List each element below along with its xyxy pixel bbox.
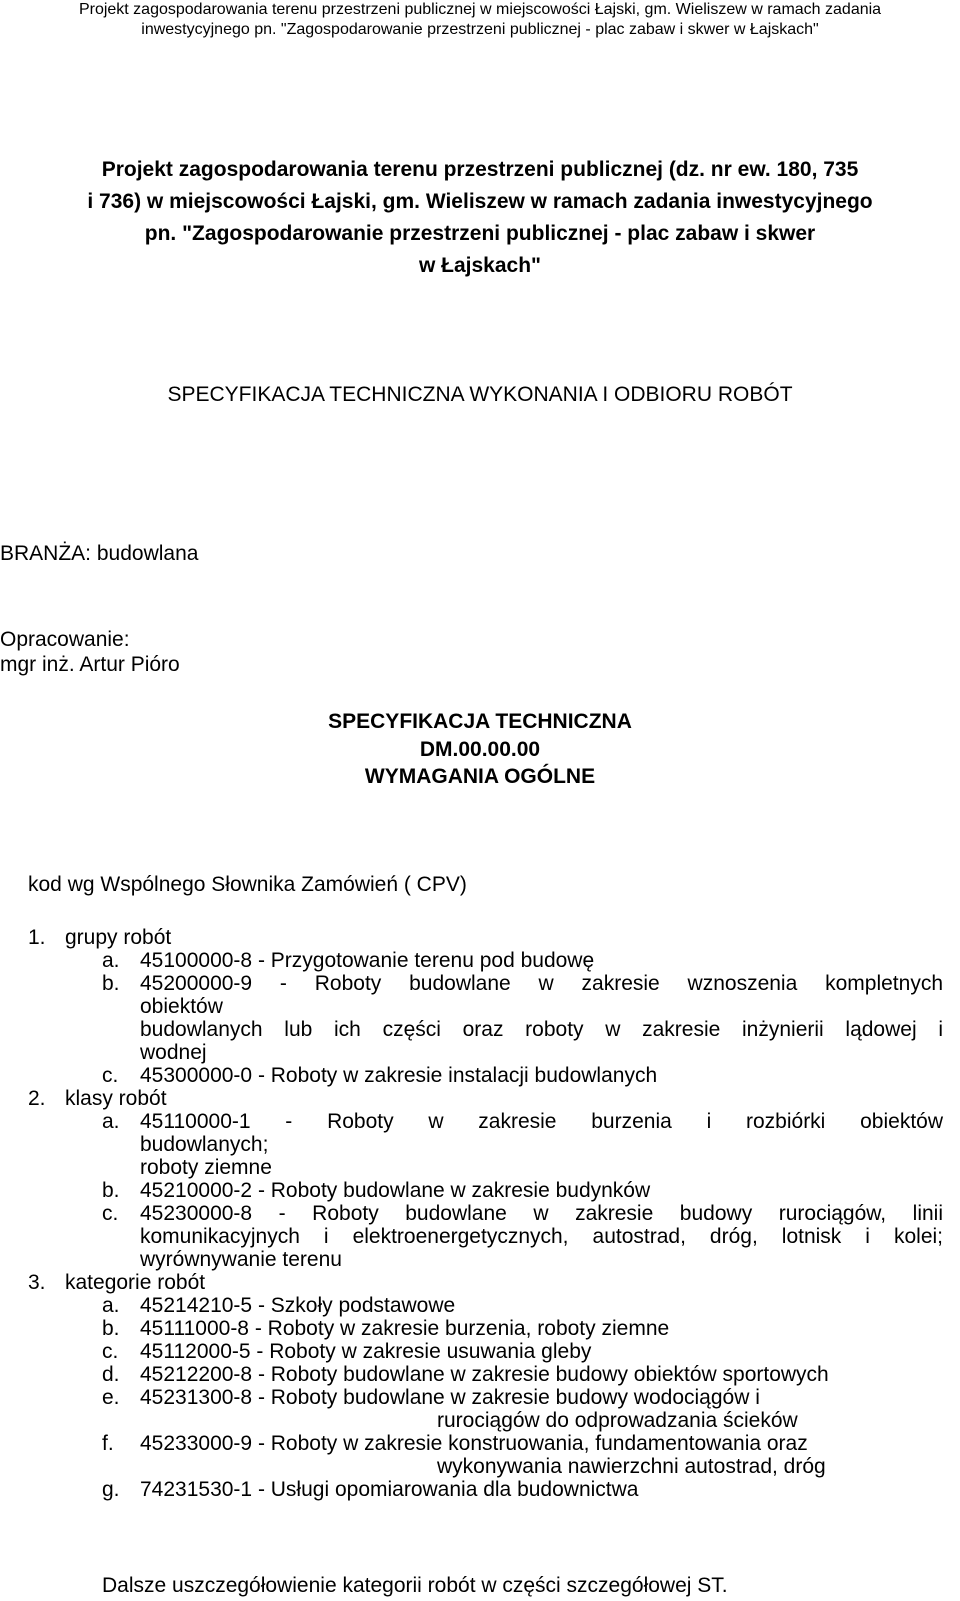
- group-label: kategorie robót: [65, 1271, 206, 1294]
- cpv-item: [0, 1064, 960, 1087]
- item-letter: a.: [102, 949, 120, 972]
- cpv-item: [0, 1110, 960, 1179]
- cpv-item: [0, 949, 960, 972]
- cpv-group: [0, 926, 960, 949]
- cpv-item: [0, 1363, 960, 1386]
- item-letter: b.: [102, 972, 120, 995]
- item-text-line: roboty ziemne: [140, 1156, 272, 1179]
- item-text-line: wodnej: [140, 1041, 207, 1064]
- project-title-line: i 736) w miejscowości Łajski, gm. Wieliszew w ramach zadania inwestycyjnego: [87, 190, 873, 213]
- group-number: 1.: [28, 926, 46, 949]
- item-letter: g.: [102, 1478, 120, 1501]
- item-text-line: wyrównywanie terenu: [140, 1248, 342, 1271]
- item-text-line: 45200000-9 - Roboty budowlane w zakresie wznoszenia kompletnych: [140, 972, 943, 995]
- item-text-line: komunikacyjnych i elektroenergetycznych, autostrad, dróg, lotnisk i kolei;: [140, 1225, 943, 1248]
- running-header-line: inwestycyjnego pn. "Zagospodarowanie przestrzeni publicznej - plac zabaw i skwer w Łajskach": [141, 21, 819, 38]
- item-text: 45212200-8 - Roboty budowlane w zakresie budowy obiektów sportowych: [140, 1363, 829, 1386]
- item-text-line: 45230000-8 - Roboty budowlane w zakresie budowy rurociągów, linii: [140, 1202, 943, 1225]
- item-text: 45214210-5 - Szkoły podstawowe: [140, 1294, 456, 1317]
- project-title-line: w Łajskach": [418, 254, 541, 277]
- cpv-item: [0, 1478, 960, 1501]
- item-letter: b.: [102, 1317, 120, 1340]
- item-text-line: 45233000-9 - Roboty w zakresie konstruowania, fundamentowania oraz: [140, 1432, 808, 1455]
- item-text: 74231530-1 - Usługi opomiarowania dla budownictwa: [140, 1478, 639, 1501]
- item-text: 45112000-5 - Roboty w zakresie usuwania gleby: [140, 1340, 592, 1363]
- project-title: [0, 154, 960, 282]
- cpv-list: [0, 926, 960, 1501]
- project-title-line: Projekt zagospodarowania terenu przestrzeni publicznej (dz. nr ew. 180, 735: [101, 158, 859, 181]
- branch-line: BRANŻA: budowlana: [0, 542, 199, 565]
- footer-note: Dalsze uszczegółowienie kategorii robót w części szczegółowej ST.: [102, 1574, 728, 1597]
- running-header-line: Projekt zagospodarowania terenu przestrzeni publicznej w miejscowości Łajski, gm. Wieliszew w ramach zadania: [78, 1, 882, 18]
- item-text: 45111000-8 - Roboty w zakresie burzenia, roboty ziemne: [140, 1317, 670, 1340]
- cpv-group: [0, 1087, 960, 1110]
- cpv-item: [0, 1340, 960, 1363]
- item-text: 45100000-8 - Przygotowanie terenu pod budowę: [140, 949, 595, 972]
- item-text-line: obiektów: [140, 995, 223, 1018]
- item-text-line: budowlanych;: [140, 1133, 269, 1156]
- item-text-line: rurociągów do odprowadzania ścieków: [437, 1409, 798, 1432]
- item-letter: c.: [102, 1064, 119, 1087]
- item-letter: f.: [102, 1432, 114, 1455]
- group-label: klasy robót: [65, 1087, 167, 1110]
- cpv-item: [0, 972, 960, 1064]
- cpv-group: [0, 1271, 960, 1294]
- item-text-line: 45231300-8 - Roboty budowlane w zakresie budowy wodociągów i: [140, 1386, 760, 1409]
- item-letter: c.: [102, 1202, 119, 1225]
- project-title-line: pn. "Zagospodarowanie przestrzeni publicznej - plac zabaw i skwer: [144, 222, 816, 245]
- st-code: DM.00.00.00: [419, 738, 541, 761]
- group-number: 3.: [28, 1271, 46, 1294]
- author-name: mgr inż. Artur Pióro: [0, 653, 180, 676]
- cpv-heading: kod wg Wspólnego Słownika Zamówień ( CPV): [28, 873, 467, 896]
- cpv-item: [0, 1317, 960, 1340]
- group-label: grupy robót: [65, 926, 172, 949]
- item-letter: d.: [102, 1363, 120, 1386]
- cpv-item: [0, 1386, 960, 1432]
- item-letter: a.: [102, 1294, 120, 1317]
- item-text-line: 45110000-1 - Roboty w zakresie burzenia i rozbiórki obiektów: [140, 1110, 943, 1133]
- item-letter: b.: [102, 1179, 120, 1202]
- cpv-item: [0, 1432, 960, 1478]
- item-letter: e.: [102, 1386, 120, 1409]
- item-text: 45210000-2 - Roboty budowlane w zakresie budynków: [140, 1179, 651, 1202]
- item-text: 45300000-0 - Roboty w zakresie instalacji budowlanych: [140, 1064, 658, 1087]
- st-title: SPECYFIKACJA TECHNICZNA: [328, 710, 632, 733]
- cpv-item: [0, 1202, 960, 1271]
- prepared-by-label: Opracowanie:: [0, 628, 130, 651]
- cpv-item: [0, 1179, 960, 1202]
- group-number: 2.: [28, 1087, 46, 1110]
- spec-heading: SPECYFIKACJA TECHNICZNA WYKONANIA I ODBIORU ROBÓT: [167, 383, 793, 406]
- item-text-line: budowlanych lub ich części oraz roboty w zakresie inżynierii lądowej i: [140, 1018, 943, 1041]
- cpv-item: [0, 1294, 960, 1317]
- item-letter: c.: [102, 1340, 119, 1363]
- item-letter: a.: [102, 1110, 120, 1133]
- running-header: [0, 0, 960, 40]
- st-subtitle: WYMAGANIA OGÓLNE: [364, 765, 596, 788]
- item-text-line: wykonywania nawierzchni autostrad, dróg: [437, 1455, 826, 1478]
